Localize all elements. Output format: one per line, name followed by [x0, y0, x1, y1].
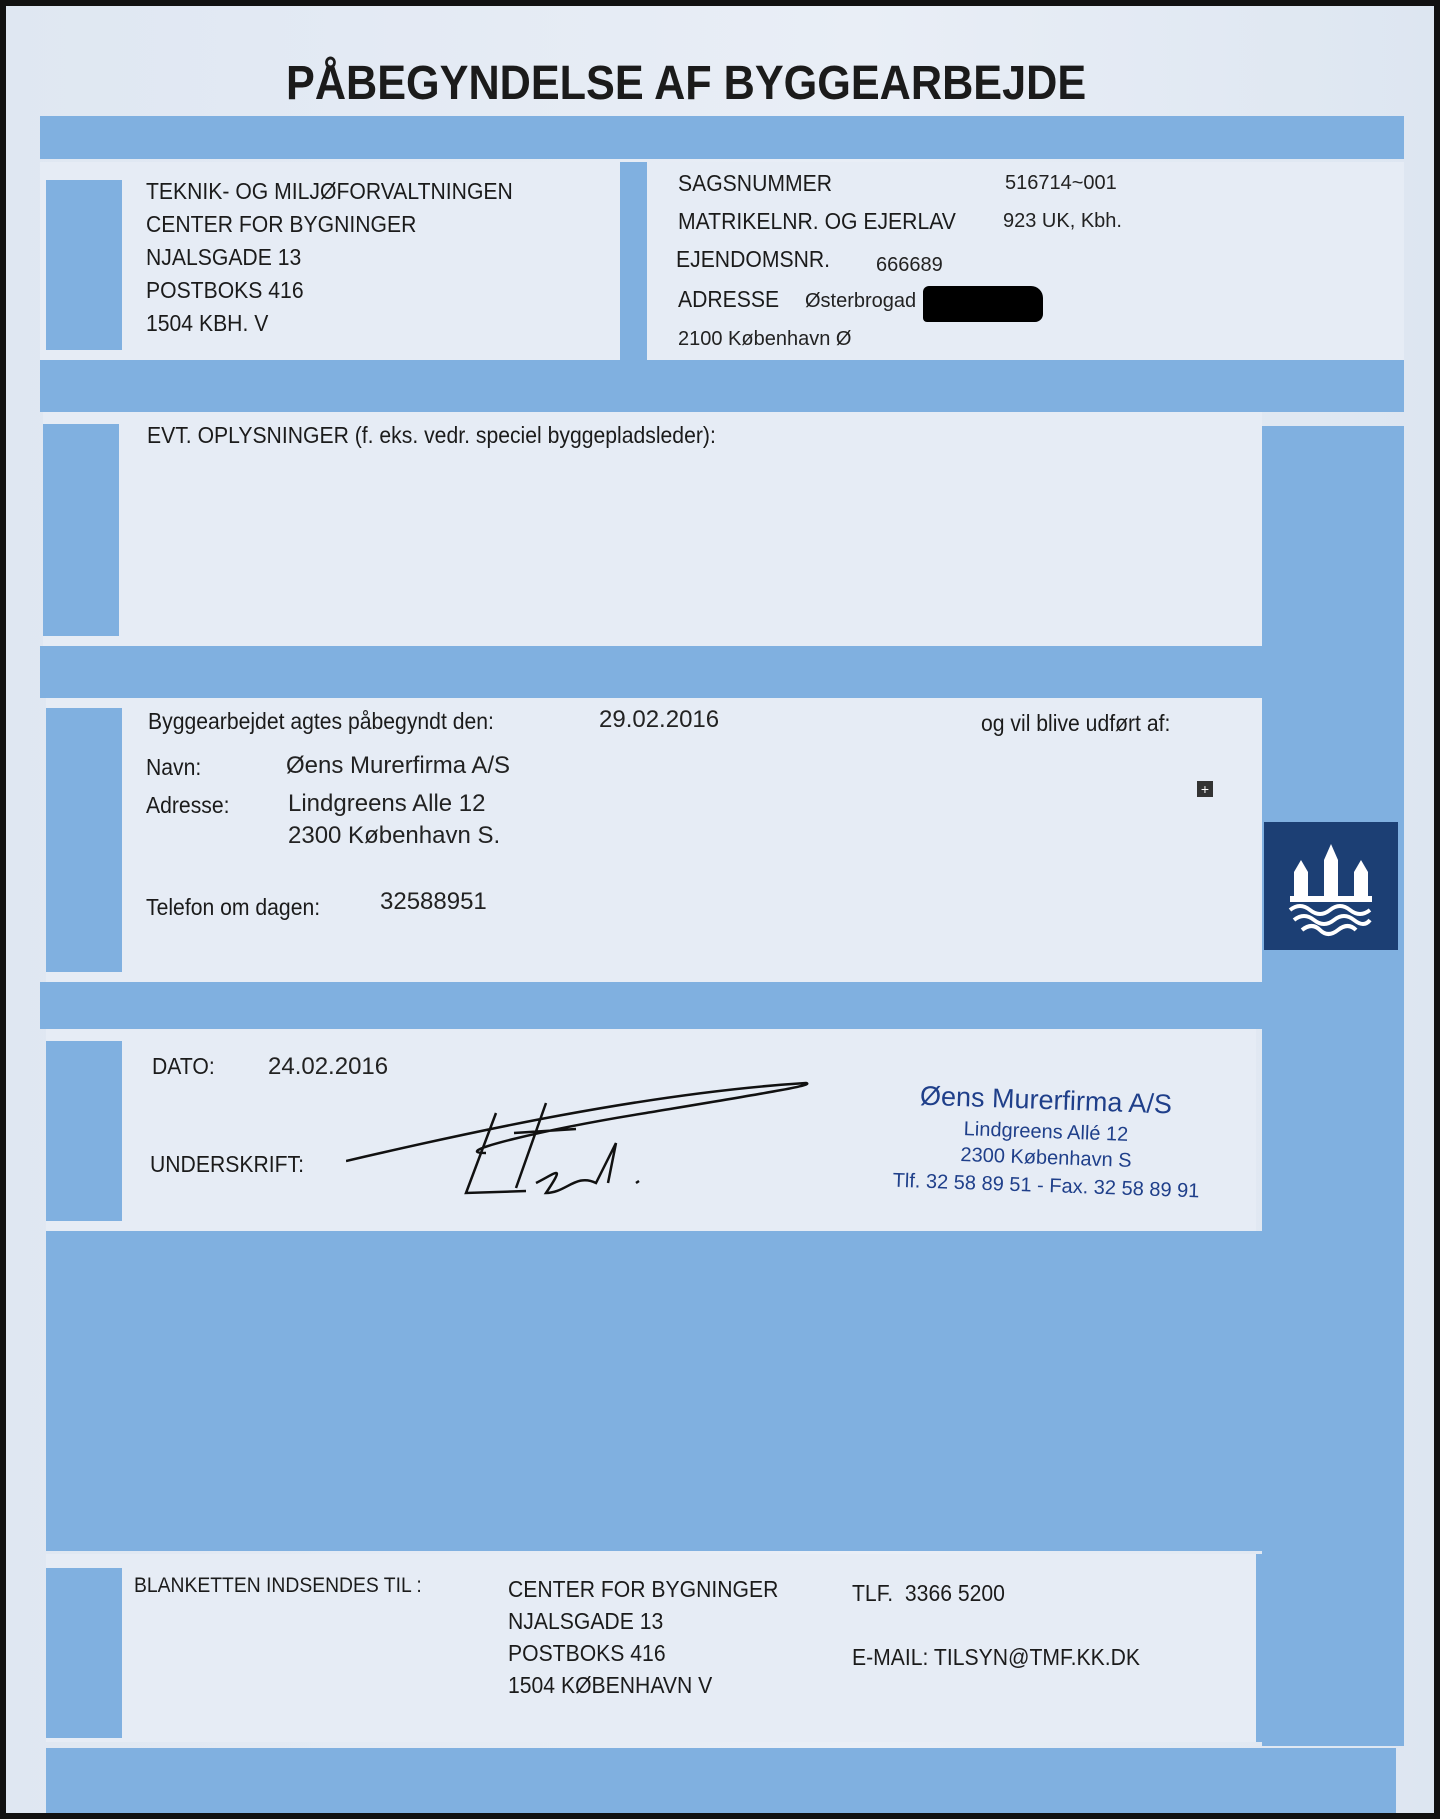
- start-date: 29.02.2016: [599, 706, 720, 733]
- footer-address-line: POSTBOKS 416: [508, 1640, 666, 1666]
- footer-panel: [46, 1554, 1256, 1742]
- adresse-value: Østerbrogad: [805, 290, 917, 312]
- footer-address-line: CENTER FOR BYGNINGER: [508, 1576, 779, 1602]
- page-title: PÅBEGYNDELSE AF BYGGEARBEJDE: [286, 57, 1087, 110]
- adresse-line: Lindgreens Alle 12: [288, 790, 486, 817]
- footer-email[interactable]: E-MAIL: TILSYN@TMF.KK.DK: [852, 1644, 1141, 1670]
- authority-line: POSTBOKS 416: [146, 277, 304, 303]
- telefon-label: Telefon om dagen:: [146, 894, 321, 920]
- info-panel: [43, 412, 1262, 646]
- city-arms-icon: [1264, 822, 1398, 950]
- start-label: Byggearbejdet agtes påbegyndt den:: [148, 708, 494, 734]
- navn-value: Øens Murerfirma A/S: [286, 752, 511, 779]
- redaction: [923, 286, 1043, 322]
- adresse-line: 2300 København S.: [288, 822, 501, 849]
- signature: [346, 1073, 826, 1213]
- work-panel: [46, 698, 1262, 982]
- by-label: og vil blive udført af:: [981, 710, 1171, 736]
- stamp-street: Lindgreens Allé 12: [963, 1118, 1129, 1146]
- authority-line: TEKNIK- OG MILJØFORVALTNINGEN: [146, 178, 513, 204]
- copenhagen-logo: [1264, 822, 1398, 950]
- stamp-name: Øens Murerfirma A/S: [919, 1080, 1173, 1120]
- underskrift-label: UNDERSKRIFT:: [150, 1151, 305, 1177]
- matrikel-value: 923 UK, Kbh.: [1003, 210, 1122, 232]
- authority-line: 1504 KBH. V: [146, 310, 269, 336]
- telefon-value: 32588951: [380, 888, 487, 915]
- footer-address-line: 1504 KØBENHAVN V: [508, 1672, 713, 1698]
- right-band: [1262, 426, 1404, 1746]
- send-label: BLANKETTEN INDSENDES TIL :: [134, 1574, 422, 1597]
- postby-value: 2100 København Ø: [678, 328, 852, 350]
- case-panel: [647, 162, 1404, 360]
- navn-label: Navn:: [146, 754, 202, 780]
- ejendomsnr-value: 666689: [876, 254, 943, 276]
- stamp-city: 2300 København S: [960, 1144, 1132, 1172]
- authority-line: CENTER FOR BYGNINGER: [146, 211, 417, 237]
- form-page: [6, 6, 1434, 1813]
- band: [40, 116, 1404, 159]
- adresse-label: Adresse:: [146, 792, 230, 818]
- adresse-label: ADRESSE: [678, 286, 780, 312]
- blank-area: [46, 1231, 1262, 1551]
- sagsnummer-label: SAGSNUMMER: [678, 170, 833, 196]
- ejendomsnr-label: EJENDOMSNR.: [676, 246, 831, 272]
- authority-line: NJALSGADE 13: [146, 244, 302, 270]
- info-label: EVT. OPLYSNINGER (f. eks. vedr. speciel byggepladsleder):: [147, 422, 716, 448]
- dato-label: DATO:: [152, 1053, 215, 1079]
- plus-icon: +: [1197, 781, 1213, 797]
- authority-panel: [40, 162, 620, 360]
- signature-panel: [46, 1029, 1256, 1231]
- matrikel-label: MATRIKELNR. OG EJERLAV: [678, 208, 956, 234]
- footer-phone: TLF. 3366 5200: [852, 1580, 1005, 1606]
- dato-value: 24.02.2016: [268, 1053, 389, 1080]
- stamp-phone: Tlf. 32 58 89 51 - Fax. 32 58 89 91: [892, 1169, 1200, 1203]
- sagsnummer-value: 516714~001: [1005, 172, 1117, 194]
- footer-address-line: NJALSGADE 13: [508, 1608, 664, 1634]
